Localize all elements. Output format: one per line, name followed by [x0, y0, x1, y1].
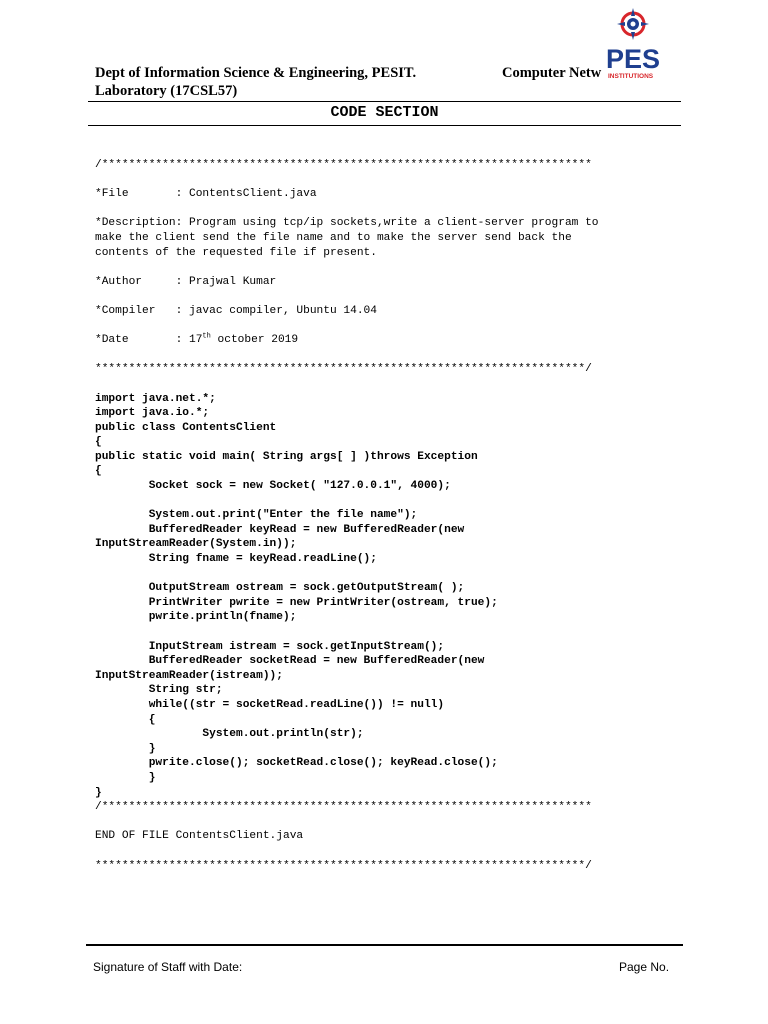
code-line: String str; [95, 684, 223, 697]
code-line [95, 494, 685, 509]
header-rule-bottom [88, 125, 681, 126]
code-line: InputStreamReader(System.in)); [95, 538, 297, 551]
code-line: while((str = socketRead.readLine()) != null) [95, 698, 445, 711]
code-line: { [95, 465, 102, 478]
code-line: *Author : Prajwal Kumar [95, 275, 277, 288]
logo-text: PES [606, 44, 661, 74]
code-listing [95, 158, 685, 873]
header-course: Computer Netw [502, 65, 602, 81]
code-line: pwrite.println(fname); [95, 611, 297, 624]
pes-emblem-icon [600, 4, 670, 84]
code-line [95, 173, 685, 188]
header-dept-line1: Dept of Information Science & Engineering, PESIT. [95, 65, 417, 81]
code-line [95, 260, 685, 275]
pes-logo [600, 4, 670, 84]
code-line: /************************************************************************* [95, 801, 592, 814]
code-line: public static void main( String args[ ] )throws Exception [95, 450, 478, 463]
code-line: InputStream istream = sock.getInputStream(); [95, 640, 445, 653]
code-line: import java.io.*; [95, 407, 210, 420]
code-line: *Compiler : javac compiler, Ubuntu 14.04 [95, 304, 377, 317]
code-line: *Description: Program using tcp/ip sockets,write a client-server program to [95, 217, 599, 230]
code-line: *Date : 17th october 2019 [95, 332, 299, 347]
code-line: String fname = keyRead.readLine(); [95, 553, 377, 566]
code-line: BufferedReader socketRead = new BufferedReader(new [95, 655, 485, 668]
code-line: import java.net.*; [95, 392, 216, 405]
code-line: InputStreamReader(istream)); [95, 669, 283, 682]
code-line: BufferedReader keyRead = new BufferedReader(new [95, 523, 465, 536]
page-number-label: Page No. [619, 960, 670, 974]
code-line [95, 289, 685, 304]
code-line [95, 567, 685, 582]
header-dept [95, 64, 515, 100]
code-line: Socket sock = new Socket( "127.0.0.1", 4000); [95, 480, 451, 493]
code-line: *************************************************************************/ [95, 859, 592, 872]
code-line: *************************************************************************/ [95, 363, 592, 376]
code-line [95, 348, 685, 363]
code-line: OutputStream ostream = sock.getOutputStream( ); [95, 582, 465, 595]
code-line [95, 377, 685, 392]
code-line: System.out.print("Enter the file name"); [95, 509, 418, 522]
code-line: } [95, 786, 102, 799]
code-line: } [95, 742, 156, 755]
code-line: { [95, 713, 156, 726]
code-line: PrintWriter pwrite = new PrintWriter(ostream, true); [95, 596, 498, 609]
code-line: contents of the requested file if present. [95, 246, 377, 259]
code-line [95, 319, 685, 334]
code-line: public class ContentsClient [95, 421, 277, 434]
header-dept-line2: Laboratory (17CSL57) [95, 83, 238, 99]
code-line: END OF FILE ContentsClient.java [95, 830, 304, 843]
code-line: *File : ContentsClient.java [95, 188, 317, 201]
code-line: /************************************************************************* [95, 159, 592, 171]
code-line: pwrite.close(); socketRead.close(); keyRead.close(); [95, 757, 498, 770]
footer-rule [86, 944, 683, 946]
code-line [95, 844, 685, 859]
section-title: CODE SECTION [330, 104, 439, 121]
code-line: } [95, 771, 156, 784]
signature-label: Signature of Staff with Date: [93, 960, 243, 974]
code-line [95, 625, 685, 640]
code-line [95, 202, 685, 217]
header-rule-top [88, 101, 681, 102]
code-line: { [95, 436, 102, 449]
code-line [95, 815, 685, 830]
code-line: make the client send the file name and to make the server send back the [95, 231, 572, 244]
code-line: System.out.println(str); [95, 728, 364, 741]
logo-subtext: INSTITUTIONS [608, 73, 654, 80]
